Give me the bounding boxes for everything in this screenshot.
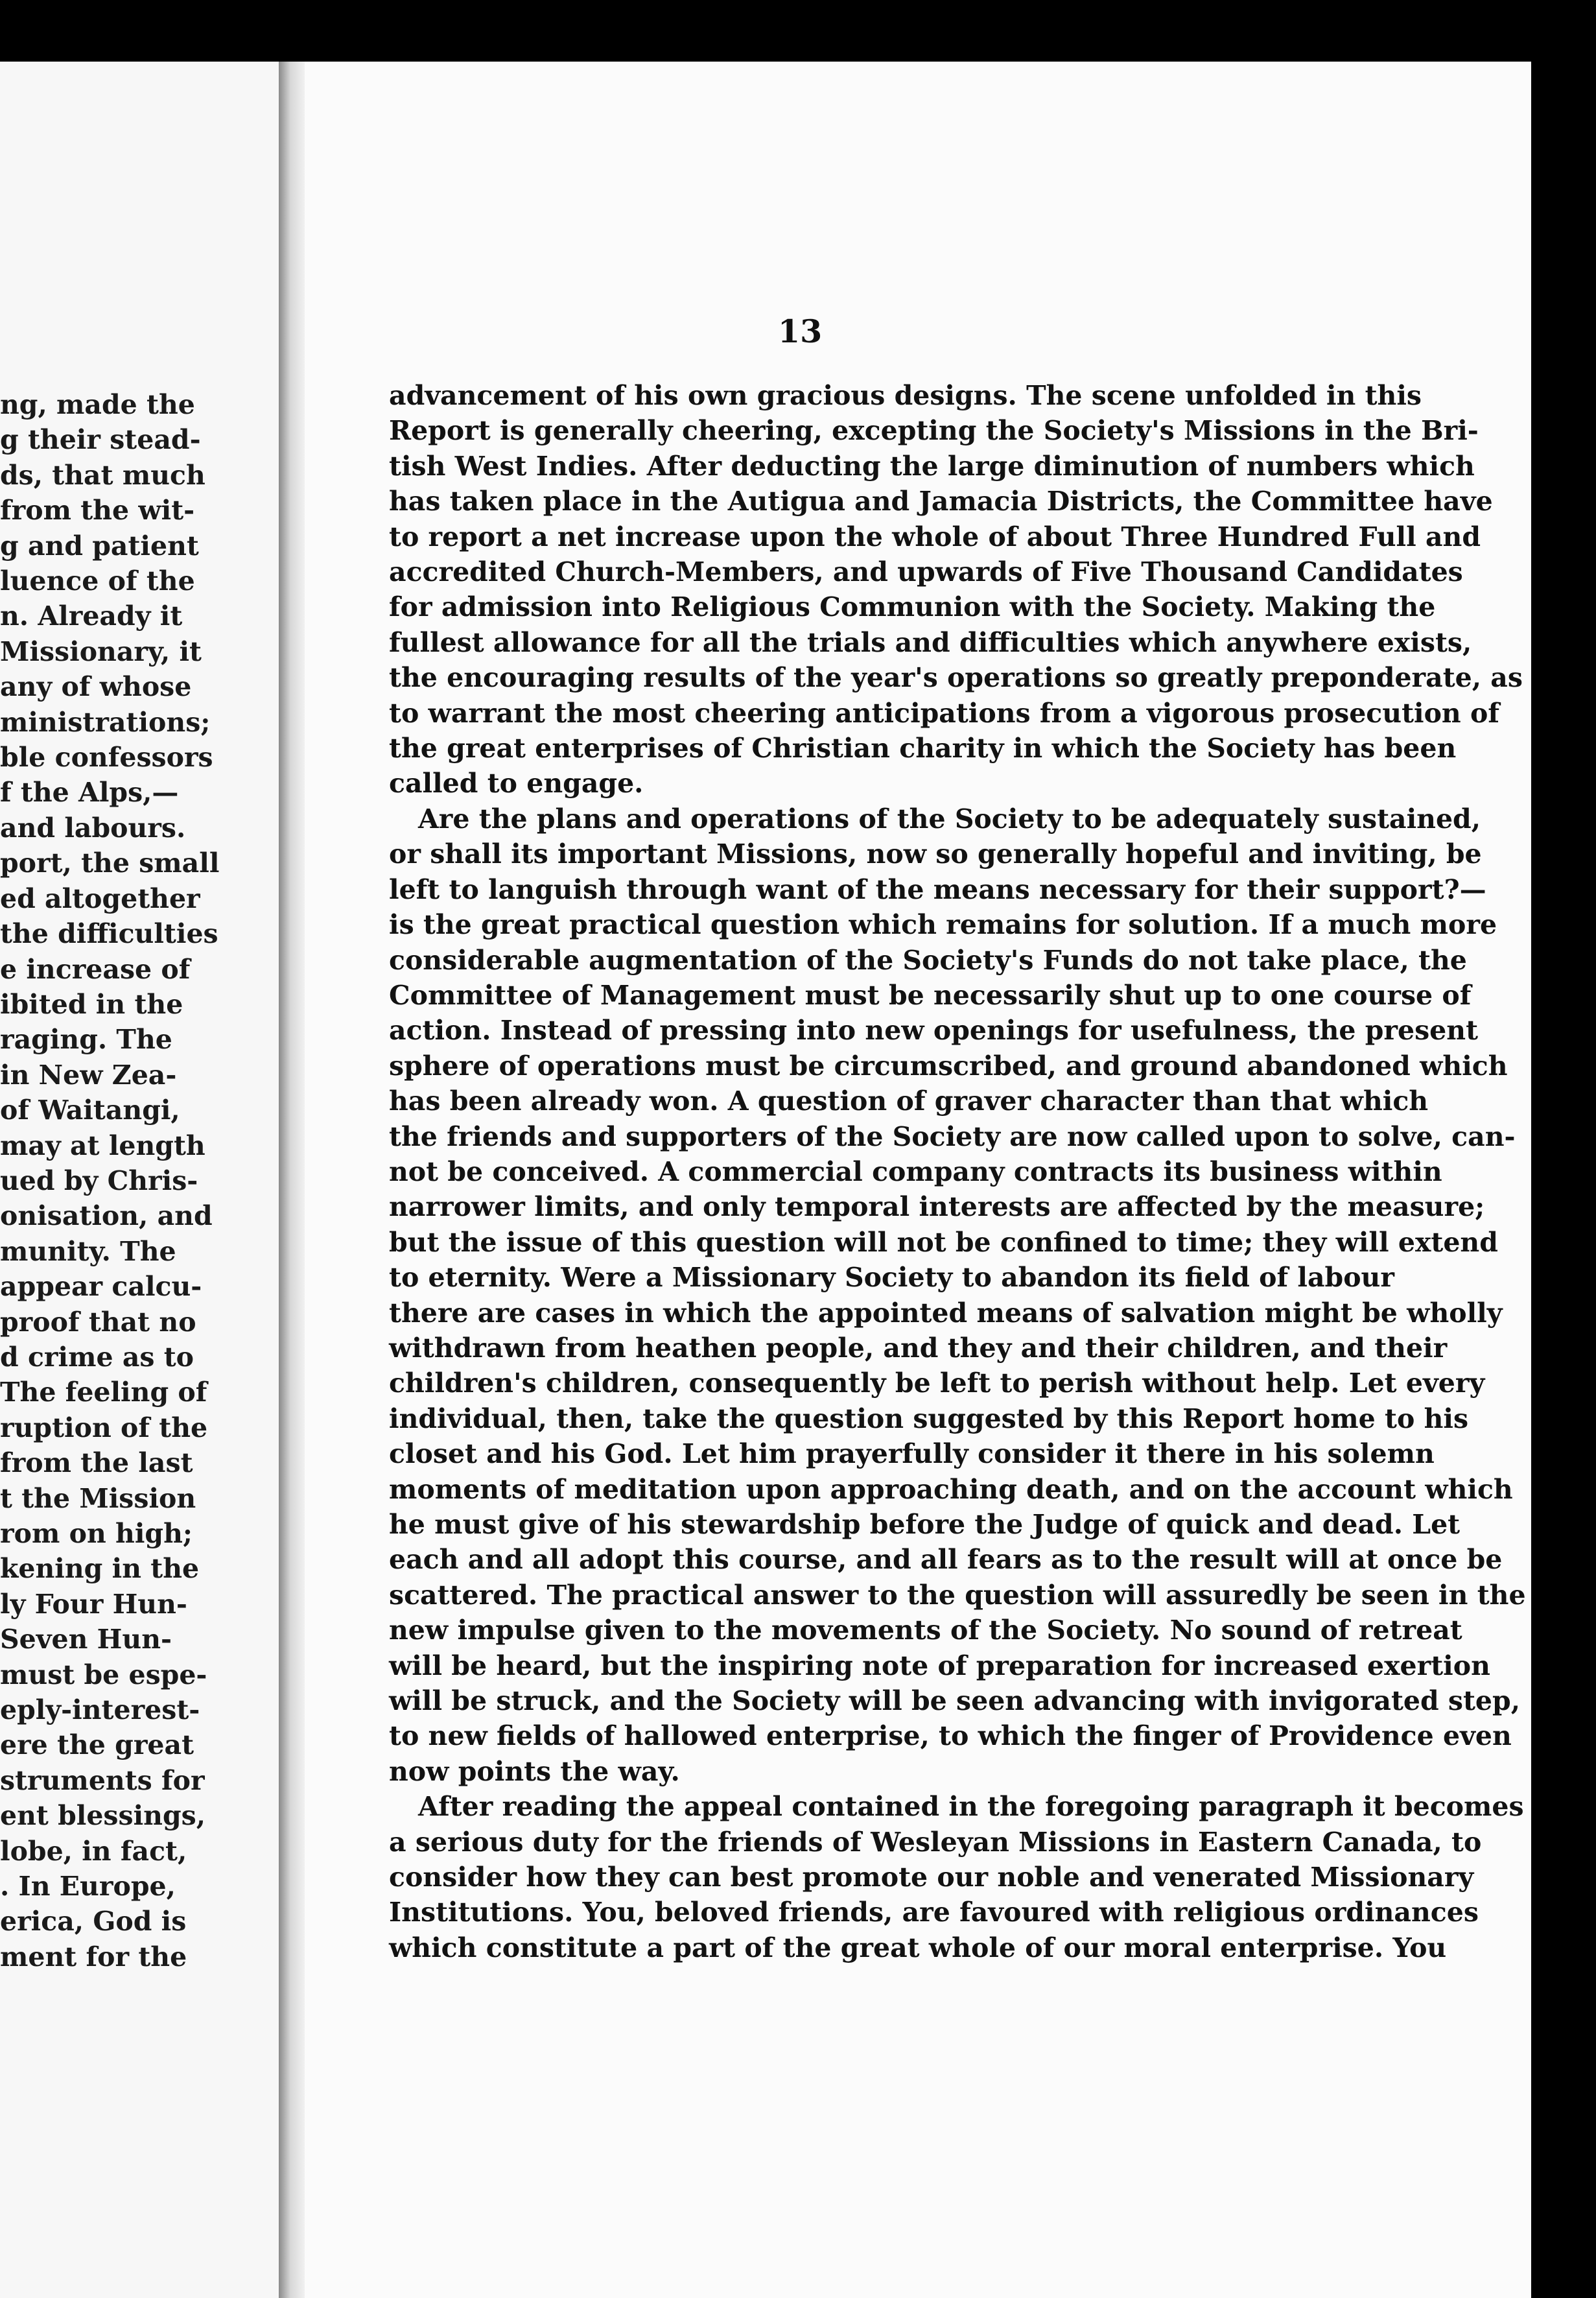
text-line: Institutions. You, beloved friends, are favoured with religious ordinances [389, 1897, 1479, 1928]
left-page-line: struments for [0, 1764, 205, 1796]
paragraph [389, 1789, 1524, 1965]
text-line: tish West Indies. After deducting the large diminution of numbers which [389, 450, 1475, 482]
text-line: new impulse given to the movements of the Society. No sound of retreat [389, 1615, 1462, 1646]
left-page-line: ministrations; [0, 706, 211, 738]
left-page-line: from the wit- [0, 495, 195, 527]
left-page-line: eply-interest- [0, 1694, 200, 1726]
left-page-line: luence of the [0, 565, 195, 597]
left-page-line: must be espe- [0, 1659, 207, 1690]
left-page-line: may at length [0, 1130, 205, 1161]
text-line: considerable augmentation of the Society's Funds do not take place, the [389, 944, 1467, 976]
left-page-line: g their stead- [0, 424, 201, 456]
left-page-line: ent blessings, [0, 1800, 206, 1832]
text-line: is the great practical question which remains for solution. If a much more [389, 909, 1497, 941]
text-line: a serious duty for the friends of Wesleyan Missions in Eastern Canada, to [389, 1826, 1482, 1858]
text-line: the encouraging results of the year's operations so greatly preponderate, as [389, 662, 1523, 694]
left-page-line: n. Already it [0, 600, 183, 632]
text-line: to eternity. Were a Missionary Society to abandon its field of labour [389, 1262, 1394, 1294]
left-page-line: and labours. [0, 812, 186, 844]
text-line: Report is generally cheering, excepting the Society's Missions in the Bri- [389, 415, 1479, 447]
left-page-line: of Waitangi, [0, 1095, 180, 1126]
text-line: there are cases in which the appointed means of salvation might be wholly [389, 1297, 1503, 1329]
text-line: has been already won. A question of graver character than that which [389, 1085, 1429, 1117]
left-page-line: ibited in the [0, 988, 183, 1020]
text-line: narrower limits, and only temporal interests are affected by the measure; [389, 1191, 1485, 1223]
left-page-line: munity. The [0, 1235, 176, 1267]
left-page-line: proof that no [0, 1306, 196, 1338]
text-line: withdrawn from heathen people, and they and their children, and their [389, 1332, 1448, 1364]
text-line: After reading the appeal contained in the foregoing paragraph it becomes [418, 1791, 1524, 1823]
text-line: he must give of his stewardship before the Judge of quick and dead. Let [389, 1509, 1461, 1540]
page-body [389, 378, 1526, 1965]
left-page-line: raging. The [0, 1024, 172, 1056]
left-page-line: lobe, in fact, [0, 1835, 187, 1867]
left-page-line: ble confessors [0, 742, 213, 774]
left-page-line: ng, made the [0, 389, 195, 420]
text-line: each and all adopt this course, and all fears as to the result will at once be [389, 1544, 1503, 1576]
left-page-line: kening in the [0, 1553, 200, 1585]
left-page-line: ment for the [0, 1941, 187, 1972]
text-line: individual, then, take the question suggested by this Report home to his [389, 1403, 1469, 1434]
left-page-line: ds, that much [0, 459, 205, 491]
paragraph [389, 801, 1526, 1789]
page-number: 13 [778, 313, 823, 350]
text-line: now points the way. [389, 1755, 680, 1787]
text-line: Committee of Management must be necessarily shut up to one course of [389, 979, 1472, 1011]
text-line: to report a net increase upon the whole of about Three Hundred Full and [389, 521, 1481, 552]
text-line: called to engage. [389, 768, 644, 800]
left-page-line: e increase of [0, 953, 191, 985]
text-line: or shall its important Missions, now so generally hopeful and inviting, be [389, 838, 1482, 870]
text-line: closet and his God. Let him prayerfully consider it there in his solemn [389, 1438, 1435, 1470]
text-line: not be conceived. A commercial company contracts its business within [389, 1155, 1442, 1187]
text-line: has taken place in the Autigua and Jamacia Districts, the Committee have [389, 486, 1493, 517]
left-page-line: in New Zea- [0, 1059, 177, 1091]
text-line: which constitute a part of the great whole of our moral enterprise. You [389, 1932, 1447, 1963]
left-page-line: . In Europe, [0, 1871, 176, 1902]
left-page-line: g and patient [0, 530, 199, 562]
left-page-line: ruption of the [0, 1412, 208, 1443]
left-page-line: The feeling of [0, 1377, 207, 1408]
paragraph [389, 378, 1523, 801]
left-page-line: d crime as to [0, 1341, 194, 1373]
left-page-line: f the Alps,— [0, 777, 179, 809]
text-line: accredited Church-Members, and upwards of Five Thousand Candidates [389, 556, 1463, 588]
left-page-line: port, the small [0, 847, 220, 879]
text-line: Are the plans and operations of the Society to be adequately sustained, [418, 803, 1481, 835]
text-line: the great enterprises of Christian charity in which the Society has been [389, 733, 1457, 764]
left-page-line: ly Four Hun- [0, 1588, 187, 1620]
text-line: to warrant the most cheering anticipations from a vigorous prosecution of [389, 697, 1499, 729]
left-page-line: the difficulties [0, 918, 218, 950]
left-page-line: onisation, and [0, 1200, 213, 1232]
book-gutter [279, 62, 305, 2298]
left-page-text [0, 387, 220, 1974]
text-line: scattered. The practical answer to the question will assuredly be seen in the [389, 1579, 1526, 1611]
scan-border [1531, 57, 1596, 2298]
left-page-line: erica, God is [0, 1906, 187, 1937]
left-page-line: Seven Hun- [0, 1624, 172, 1655]
left-page-line: any of whose [0, 671, 192, 703]
text-line: consider how they can best promote our noble and venerated Missionary [389, 1862, 1474, 1893]
text-line: to new fields of hallowed enterprise, to which the finger of Providence even [389, 1720, 1512, 1752]
left-page-line: rom on high; [0, 1518, 193, 1549]
left-page-line: Missionary, it [0, 635, 202, 667]
text-line: advancement of his own gracious designs. The scene unfolded in this [389, 380, 1422, 411]
left-page-line: appear calcu- [0, 1271, 202, 1303]
text-line: but the issue of this question will not be confined to time; they will extend [389, 1226, 1498, 1258]
left-page-line: ere the great [0, 1729, 194, 1761]
left-page-line: ed altogether [0, 882, 200, 914]
text-line: children's children, consequently be left to perish without help. Let every [389, 1368, 1485, 1399]
left-page-line: from the last [0, 1447, 193, 1479]
text-line: for admission into Religious Communion with the Society. Making the [389, 591, 1436, 623]
text-line: sphere of operations must be circumscribed, and ground abandoned which [389, 1050, 1508, 1082]
text-line: will be heard, but the inspiring note of preparation for increased exertion [389, 1650, 1490, 1681]
text-line: will be struck, and the Society will be seen advancing with invigorated step, [389, 1685, 1520, 1717]
left-page-line: t the Mission [0, 1482, 196, 1514]
text-line: left to languish through want of the means necessary for their support?— [389, 873, 1486, 905]
left-page-line: ued by Chris- [0, 1165, 198, 1196]
text-line: fullest allowance for all the trials and difficulties which anywhere exists, [389, 626, 1472, 658]
text-line: moments of meditation upon approaching death, and on the account which [389, 1473, 1513, 1505]
text-line: the friends and supporters of the Society are now called upon to solve, can- [389, 1120, 1516, 1152]
text-line: action. Instead of pressing into new openings for usefulness, the present [389, 1015, 1479, 1047]
